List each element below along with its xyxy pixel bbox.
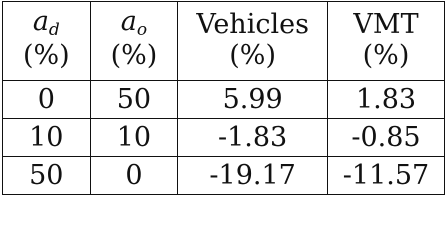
cell-vehicles: -1.83 [178, 119, 328, 157]
header-vehicles-unit: (%) [178, 40, 328, 81]
header-row [3, 2, 445, 41]
cell-ao: 10 [90, 119, 178, 157]
cell-vmt: 1.83 [328, 81, 445, 119]
cell-ao: 50 [90, 81, 178, 119]
header-vehicles: Vehicles [178, 2, 328, 41]
cell-ao: 0 [90, 157, 178, 195]
table-row [3, 81, 445, 119]
cell-ad: 10 [3, 119, 91, 157]
table-row [3, 157, 445, 195]
header-ao-symbol: a [120, 6, 137, 37]
results-table [2, 1, 445, 195]
header-unit-row [3, 40, 445, 81]
header-ad-unit: (%) [3, 40, 91, 81]
header-ad-subscript: d [48, 20, 60, 40]
header-ad-symbol: a [32, 6, 49, 37]
header-ao-unit: (%) [90, 40, 178, 81]
table-row [3, 119, 445, 157]
header-vmt: VMT [328, 2, 445, 41]
cell-vehicles: -19.17 [178, 157, 328, 195]
header-ad [3, 2, 91, 41]
cell-vmt: -0.85 [328, 119, 445, 157]
cell-ad: 0 [3, 81, 91, 119]
header-ao-subscript: o [136, 20, 148, 40]
cell-vmt: -11.57 [328, 157, 445, 195]
cell-vehicles: 5.99 [178, 81, 328, 119]
header-ao [90, 2, 178, 41]
header-vmt-unit: (%) [328, 40, 445, 81]
cell-ad: 50 [3, 157, 91, 195]
